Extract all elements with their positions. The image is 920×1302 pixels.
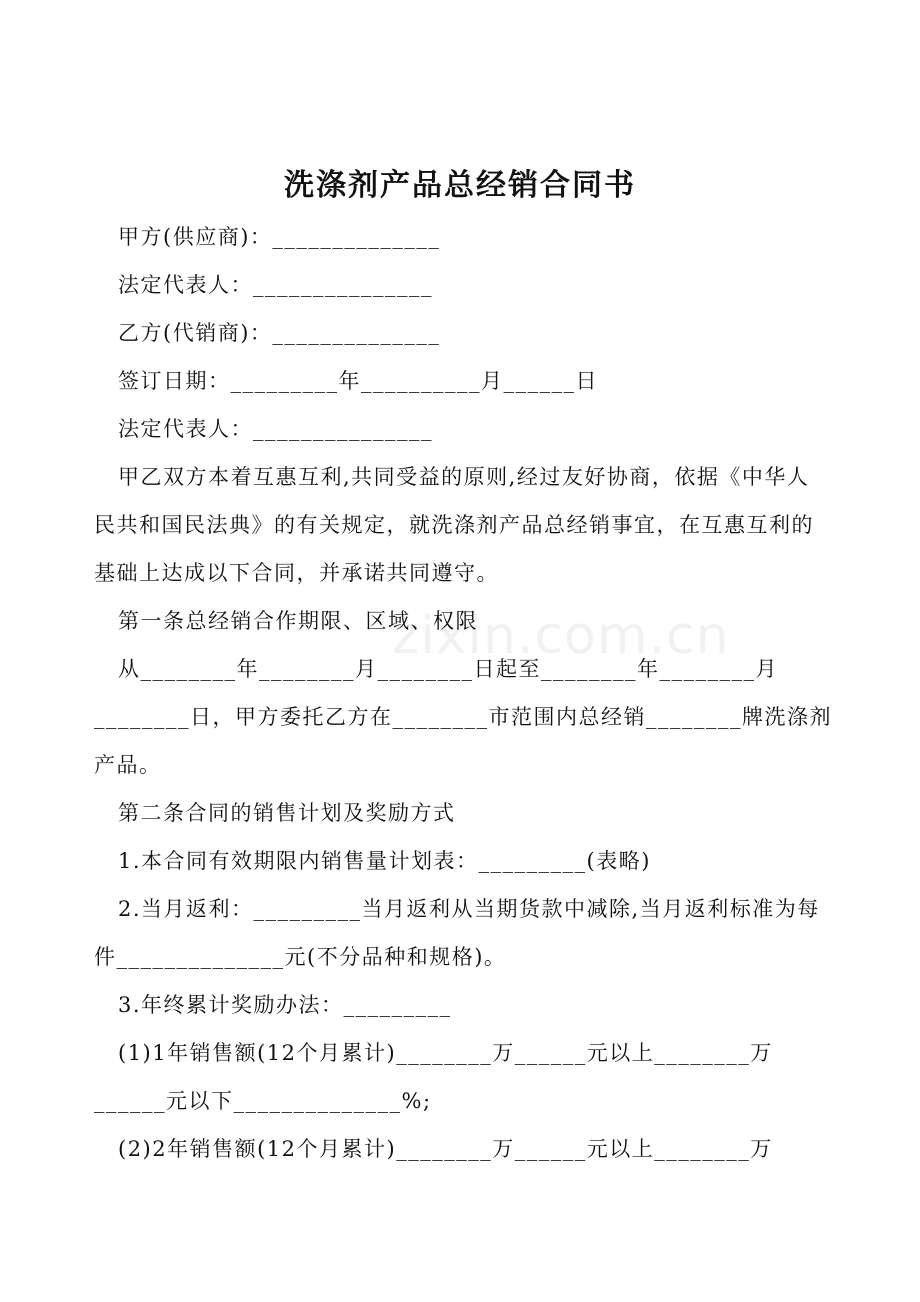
party-a-line: 甲方(供应商)：______________ [118, 225, 441, 249]
sign-date-line: 签订日期：_________年__________月______日 [118, 369, 598, 393]
clause-3: 3.年终累计奖励办法：_________ [118, 993, 452, 1017]
paragraph-line: 甲乙双方本着互惠互利,共同受益的原则,经过友好协商，依据《中华人 [118, 465, 810, 489]
article-2-heading: 第二条合同的销售计划及奖励方式 [118, 801, 456, 825]
clause-1: 1.本合同有效期限内销售量计划表：_________(表略) [118, 849, 651, 873]
paragraph-line: 件______________元(不分品种和规格)。 [94, 945, 507, 969]
legal-rep-line: 法定代表人：_______________ [118, 273, 433, 297]
paragraph-line: 基础上达成以下合同，并承诺共同遵守。 [94, 561, 499, 585]
paragraph-line: 从________年________月________日起至________年________月 [118, 657, 778, 681]
paragraph-line: 民共和国民法典》的有关规定，就洗涤剂产品总经销事宜，在互惠互利的 [94, 513, 814, 537]
watermark: zixin.com.cn [392, 606, 730, 666]
party-b-line: 乙方(代销商)：______________ [118, 321, 441, 345]
clause-2: 2.当月返利：_________当月返利从当期货款中减除,当月返利标准为每 [118, 897, 820, 921]
sub-clause-1: (1)1年销售额(12个月累计)________万______元以上________万 [118, 1041, 773, 1065]
sub-clause-2: (2)2年销售额(12个月累计)________万______元以上________万 [118, 1137, 773, 1161]
legal-rep-line-2: 法定代表人：_______________ [118, 417, 433, 441]
paragraph-line: ________日，甲方委托乙方在________市范围内总经销________牌洗涤剂 [94, 705, 832, 729]
paragraph-line: ______元以下______________%; [94, 1089, 432, 1113]
article-1-heading: 第一条总经销合作期限、区域、权限 [118, 609, 478, 633]
paragraph-line: 产品。 [94, 753, 162, 777]
page-title: 洗涤剂产品总经销合同书 [284, 168, 636, 203]
